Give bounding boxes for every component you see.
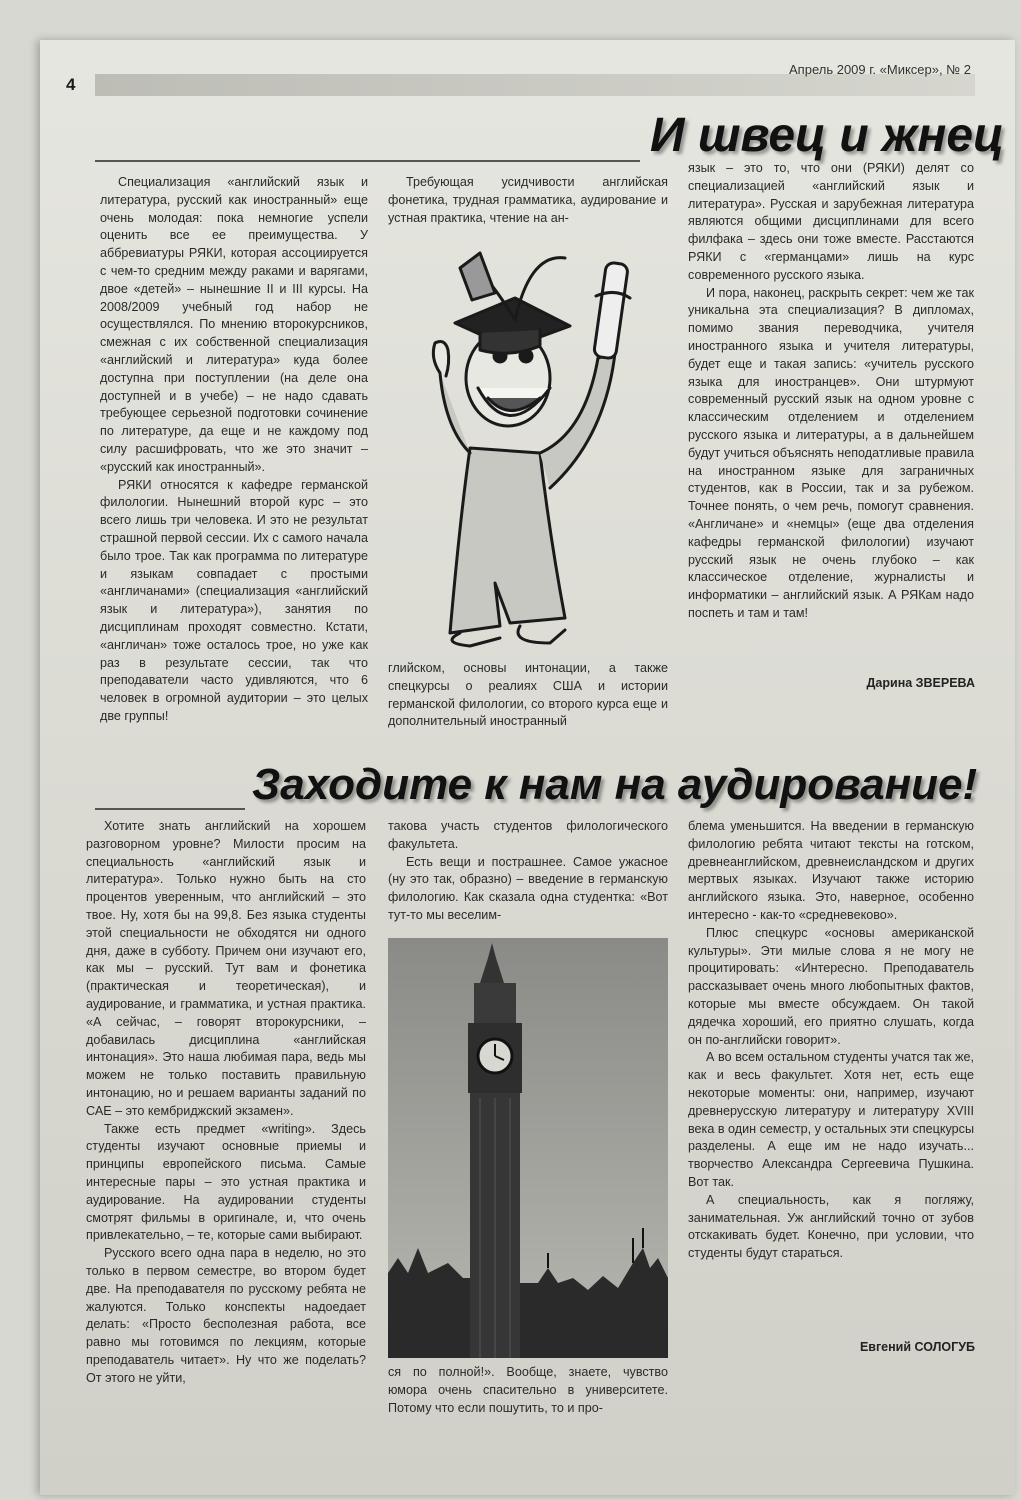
article1-title: И швец и жнец bbox=[650, 109, 1005, 162]
article1-column2-bottom bbox=[388, 660, 668, 750]
paragraph: язык – это то, что они (РЯКИ) делят со специализацией «английский язык и литература». Русская и зарубежная литература являются общими дисциплинами для всего филфака – здесь они тоже вместе. Расстаются РЯКИ с «германцами» лишь на курс современного русского языка. bbox=[688, 161, 974, 282]
page-number: 4 bbox=[66, 75, 76, 94]
article2-column2-bottom bbox=[388, 1364, 668, 1430]
paragraph: А специальность, как я погляжу, занимательная. Уж английский точно от зубов отскакивать будет. Конечно, при условии, что студенты будут стараться. bbox=[688, 1192, 974, 1261]
issue-info: Апрель 2009 г. «Миксер», № 2 bbox=[789, 62, 971, 77]
article1-column1 bbox=[100, 174, 368, 744]
article2-title: Заходите к нам на аудирование! bbox=[252, 760, 978, 809]
article2-column2-top bbox=[388, 818, 668, 928]
paragraph: ся по полной!». Вообще, знаете, чувство юмора очень спасительно в университете. Потому что если пошутить, то и про- bbox=[388, 1365, 668, 1415]
paragraph: Есть вещи и пострашнее. Самое ужасное (ну это так, образно) – введение в германскую филологию. Как сказала одна студентка: «Вот тут-то мы веселим- bbox=[388, 854, 668, 922]
paragraph: Плюс спецкурс «основы американской культуры». Эти милые слова я не могу не процитировать: «Интересно. Преподаватель рассказывает очень много любопытных фактов, которые мы вместе обсуждаем. Он такой дядечка хороший, его приятно слушать, когда он по-английски говорит». bbox=[688, 925, 974, 1047]
paragraph: А во всем остальном студенты учатся так же, как и весь факультет. Хотя нет, есть еще некоторые моменты: они, например, изучают древнерусскую литературу и литературу XVIII века в один семестр, у остальных эти спецкурсы разделены. А еще им не надо изучать... творчество Александра Сергеевича Пушкина. Вот так. bbox=[688, 1050, 974, 1189]
paragraph: Русского всего одна пара в неделю, но это только в первом семестре, во втором будет две. На преподавателя по русскому ребята не жалуются. Только конспекты надоедает делать: «Просто бесполезная работа, все равно мы готовимся по лекциям, которые преподаватель читает». Ну что же поделать? От этого не уйти, bbox=[86, 1246, 366, 1385]
title-rule bbox=[95, 160, 640, 162]
paragraph: И пора, наконец, раскрыть секрет: чем же так уникальна эта специализация? В дипломах, помимо звания переводчика, учителя иностранного языка и учителя литературы, будет еще и такая запись: «учитель русского языка для иностранцев». Они штурмуют современный русский язык на одном уровне с классическим отделением и отделением русского языка и литературы, а в дальнейшем будут учиться объяснять неподатливые правила на иностранном языке для заграничных студентов, как в России, так и за рубежом. Точнее понять, о чем речь, помогут сравнения. «Англичане» и «немцы» (еще два отделения кафедры германской филологии) изучают русский язык не очень глубоко – как классическое отделение, журналисты и информатики – английский язык. А РЯКам надо поспеть и там и там! bbox=[688, 285, 974, 620]
article1-column2-top bbox=[388, 174, 668, 234]
paragraph: блема уменьшится. На введении в германскую филологию ребята читают тексты на готском, древнеанглийском, древнеисландском и других мертвых языках. Изучают также историю английского языка. Это, наверное, особенно интересно - как-то «средневеково». bbox=[688, 819, 974, 922]
paragraph: Специализация «английский язык и литература, русский как иностранный» еще очень молодая: пока немногие успели оценить все ее преимущества. У аббревиатуры РЯКИ, которая ассоциируется с чем-то средним между раками и варягами, двое «детей» – нынешние II и III курсы. На 2008/2009 учебный год набор не осуществлялся. По мнению второкурсников, смежная с их собственной специализация «английский и литература» куда более доступна при поступлении (на деле она доступней и в учебе) – не надо сдавать требующее серьезной подготовки сочинение по литературе, да еще и не каждому под силу расшифровать, что же это значит – «русский как иностранный». bbox=[100, 175, 368, 474]
graduate-cartoon bbox=[400, 238, 662, 658]
article1-column3 bbox=[688, 160, 974, 665]
paragraph: РЯКИ относятся к кафедре германской филологии. Нынешний второй курс – это всего лишь три человека. И это не результат страшной первой сессии. Их с самого начала было трое. Так как программа по литературе и языкам совпадает с простыми «англичанами» (специализация «английский язык и литература»), занятия по дисциплинам проходят совместно. Кстати, «англичан» тоже осталось трое, но уже как раз в результате сессии, так что преподаватели часто удивляются, что 6 человек в огромной аудитории – это целых две группы! bbox=[100, 477, 368, 723]
article2-author: Евгений СОЛОГУБ bbox=[859, 1340, 975, 1354]
title-rule bbox=[95, 808, 245, 810]
paragraph: Требующая усидчивости английская фонетика, трудная грамматика, аудирование и устная практика, чтение на ан- bbox=[388, 175, 668, 225]
paragraph: Хотите знать английский на хорошем разговорном уровне? Милости просим на специальность «английский язык и литература». Только нужно быть на сто процентов уверенным, что английский – это твое. Ну, хотя бы на 99,8. Без языка студенты этой специальности не обходятся ни одного дня, даже в субботу. Причем они изучают его, как мы – русский. Тут вам и фонетика (практическая и теоретическая), и аудирование, и грамматика, и устная практика. «А сейчас, – говорят второкурсники, – добавилась дисциплина «английская интонация». Это наша любимая пара, ведь мы можем не только поставить правильную интонацию, но и решаем варианты заданий по САЕ – это кембриджский экзамен». bbox=[86, 819, 366, 1118]
paragraph: такова участь студентов филологического факультета. bbox=[388, 819, 668, 851]
big-ben-photo bbox=[388, 938, 668, 1358]
paragraph: Также есть предмет «writing». Здесь студенты изучают основные приемы и принципы европейского письма. Самые интересные пары – это устная практика и аудирование. На аудировании студенты смотрят фильмы в оригинале, и, что очень привлекательно, – те, которые сами выбирают. bbox=[86, 1121, 366, 1243]
article1-author: Дарина ЗВЕРЕВА bbox=[866, 676, 975, 690]
paragraph: глийском, основы интонации, а также спецкурсы о реалиях США и истории германской филологии, со второго курса еще и дополнительный иностранный bbox=[388, 661, 668, 729]
header-bar bbox=[95, 74, 975, 96]
article2-column1 bbox=[86, 818, 366, 1430]
article2-column3 bbox=[688, 818, 974, 1330]
